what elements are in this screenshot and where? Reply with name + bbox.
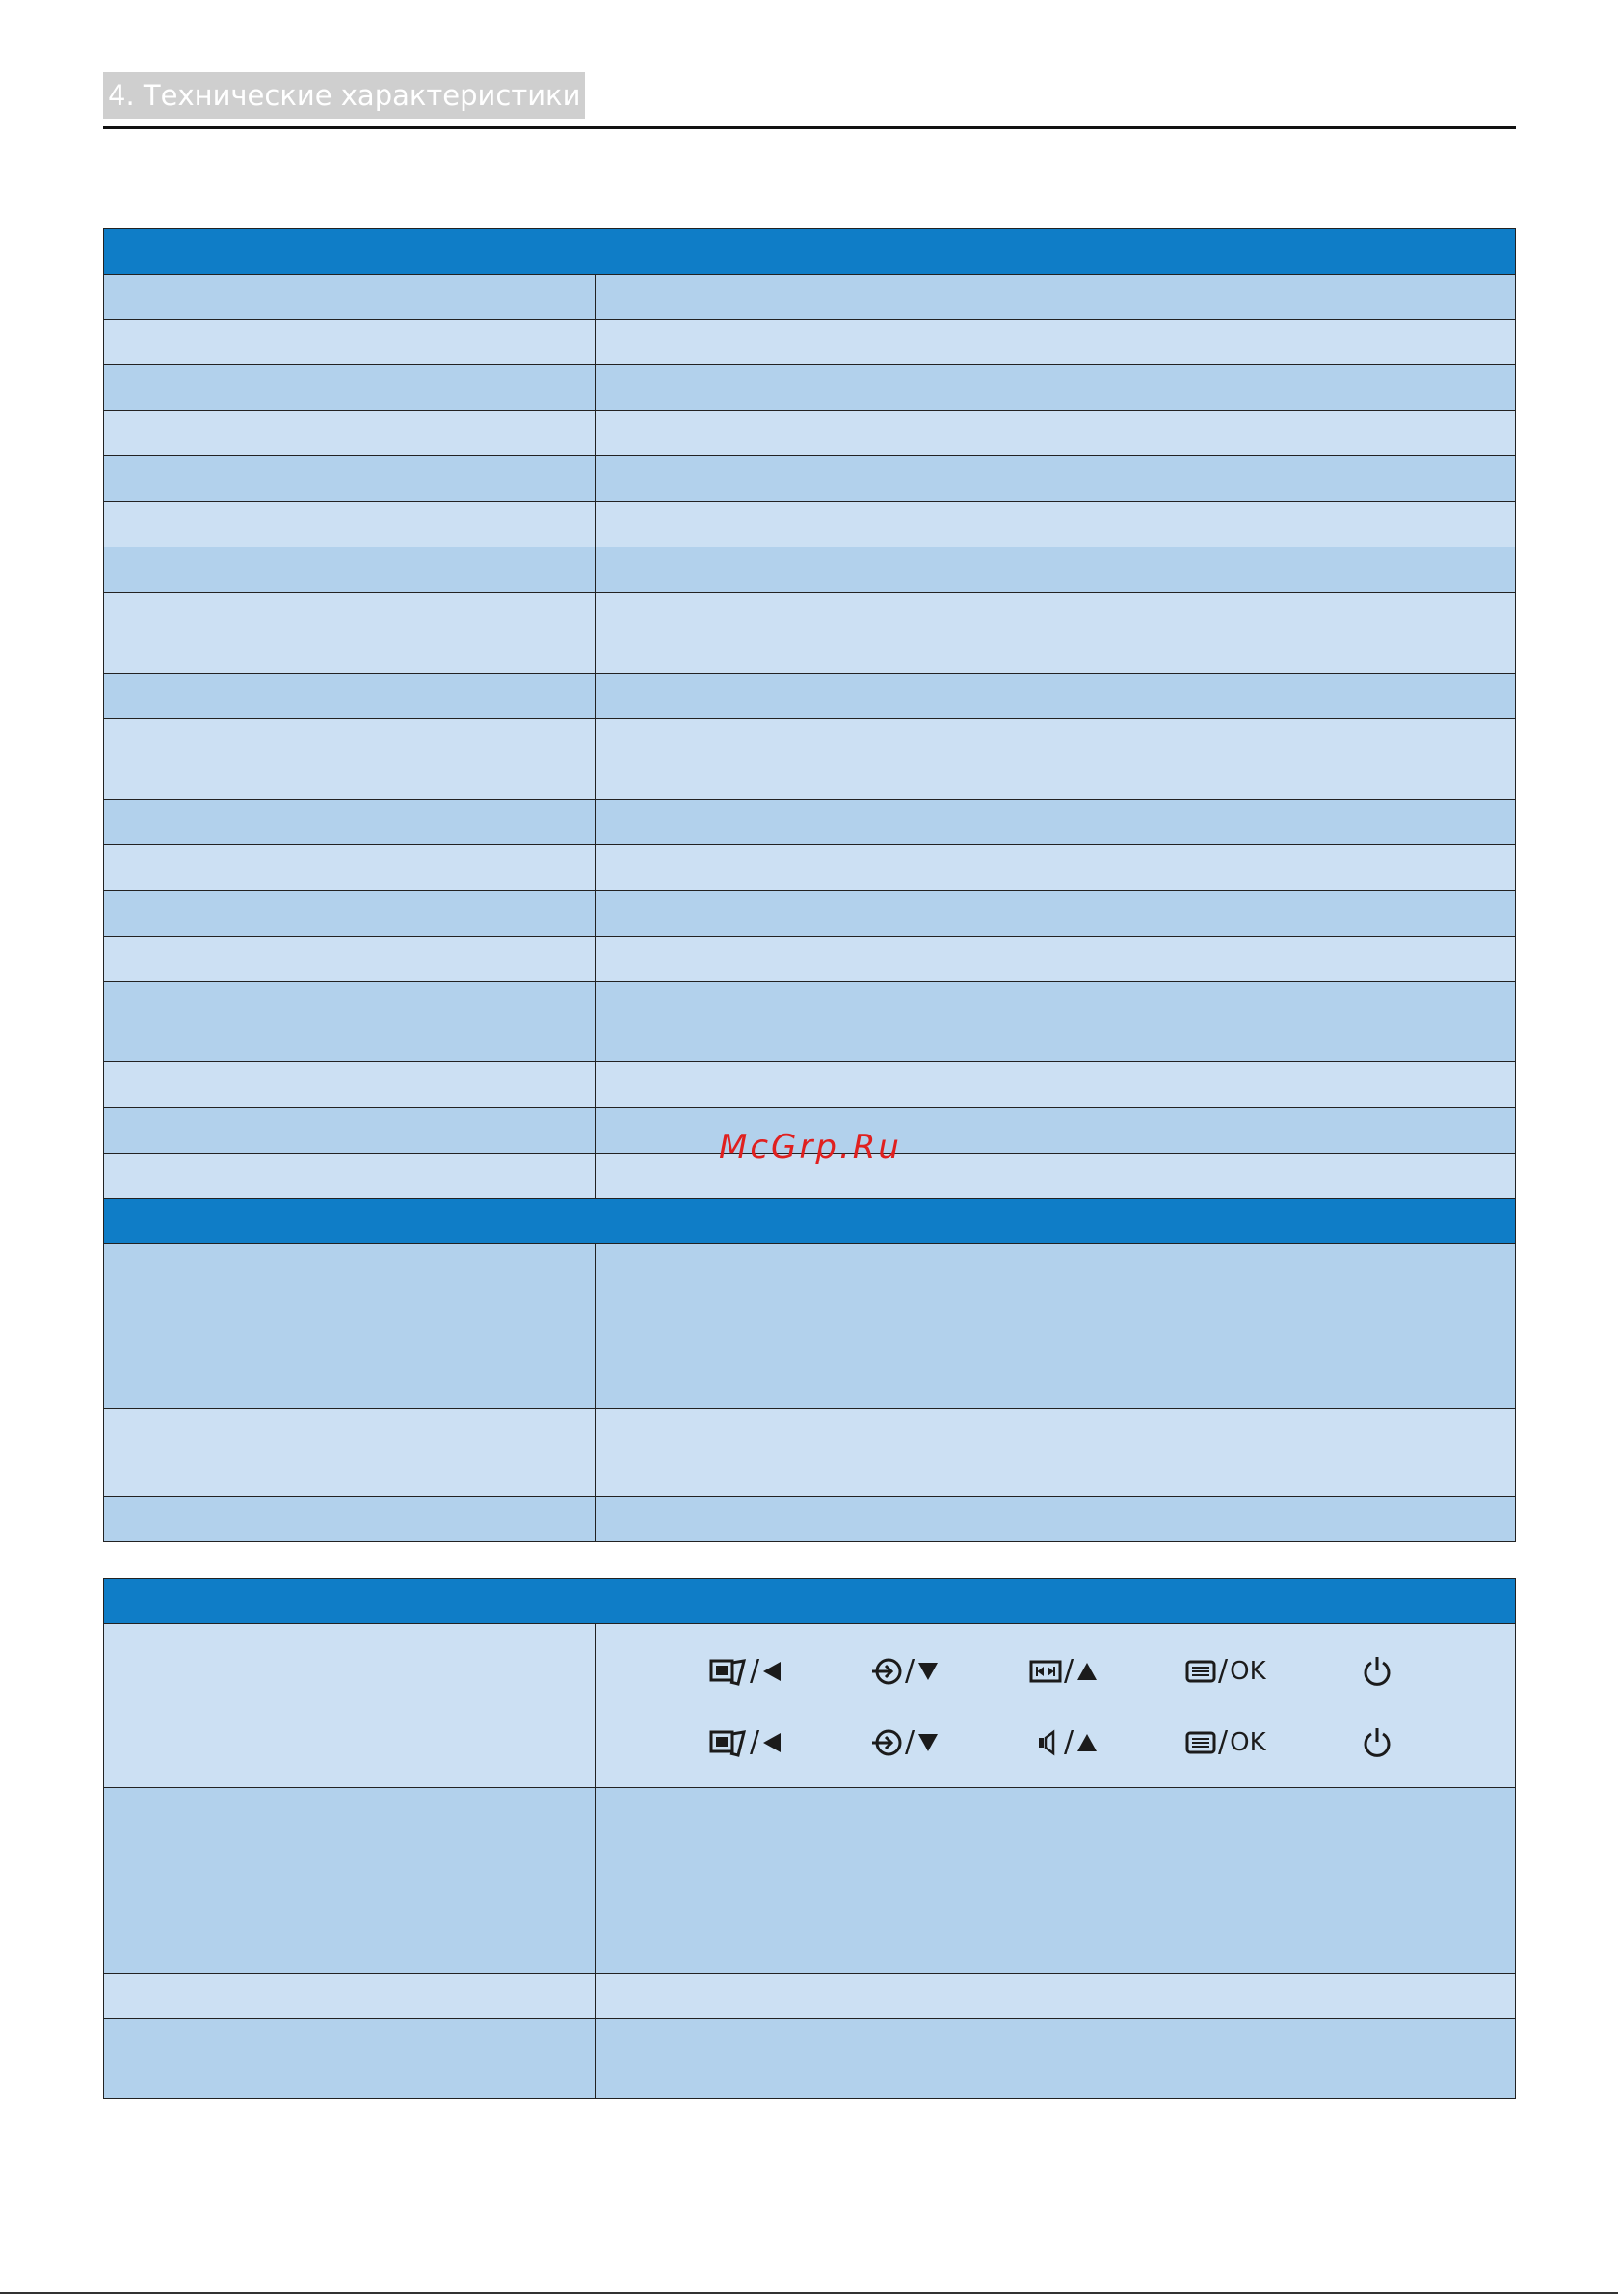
table-section-header <box>104 1579 1516 1624</box>
down-triangle-icon <box>916 1661 940 1682</box>
input-icon <box>870 1657 903 1686</box>
power-icon <box>1362 1726 1393 1759</box>
header-divider <box>103 126 1516 129</box>
table-row <box>104 275 1516 320</box>
table-row <box>104 1409 1516 1497</box>
table-row <box>104 411 1516 456</box>
down-triangle-icon <box>916 1732 940 1753</box>
table-row <box>104 2019 1516 2099</box>
input-down-control <box>870 1723 940 1762</box>
slash-separator: / <box>1064 1654 1074 1688</box>
spec-table-2 <box>103 1578 1516 2099</box>
controls-row-1 <box>596 1646 1515 1695</box>
table-row <box>104 674 1516 719</box>
menu-icon <box>1185 1730 1216 1755</box>
volume-up-control <box>1037 1723 1099 1762</box>
power-icon <box>1362 1655 1393 1688</box>
up-triangle-icon <box>1075 1732 1099 1753</box>
slash-separator: / <box>1218 1654 1229 1688</box>
table-row <box>104 1497 1516 1542</box>
left-triangle-icon <box>761 1660 782 1683</box>
menu-ok-control <box>1185 1723 1266 1762</box>
ok-label: OK <box>1230 1656 1266 1686</box>
table-row <box>104 502 1516 547</box>
table-row <box>104 1244 1516 1409</box>
table-row <box>104 1624 1516 1788</box>
table-row <box>104 320 1516 365</box>
aspect-up-control <box>1029 1652 1099 1691</box>
slash-separator: / <box>905 1725 915 1759</box>
menu-ok-control <box>1185 1652 1266 1691</box>
smartimage-icon <box>709 1728 748 1757</box>
table-row <box>104 456 1516 502</box>
table-row <box>104 800 1516 845</box>
aspect-ratio-icon <box>1029 1659 1062 1684</box>
table-section-header <box>104 1199 1516 1244</box>
table-row <box>104 982 1516 1062</box>
up-triangle-icon <box>1075 1661 1099 1682</box>
table-section-header <box>104 229 1516 275</box>
table-row <box>104 1788 1516 1974</box>
smartimage-left-control <box>709 1723 782 1762</box>
slash-separator: / <box>1218 1725 1229 1759</box>
smartimage-icon <box>709 1657 748 1686</box>
ok-label: OK <box>1230 1727 1266 1757</box>
menu-icon <box>1185 1659 1216 1684</box>
slash-separator: / <box>1064 1725 1074 1759</box>
input-icon <box>870 1728 903 1757</box>
section-title: 4. Технические характеристики <box>103 72 585 119</box>
table-row <box>104 365 1516 411</box>
spec-table-1 <box>103 228 1516 1542</box>
slash-separator: / <box>905 1654 915 1688</box>
table-row <box>104 937 1516 982</box>
speaker-icon <box>1037 1729 1062 1756</box>
power-control <box>1362 1652 1393 1691</box>
slash-separator: / <box>750 1725 760 1759</box>
left-triangle-icon <box>761 1731 782 1754</box>
input-down-control <box>870 1652 940 1691</box>
power-control <box>1362 1723 1393 1762</box>
table-row <box>104 547 1516 593</box>
table-row <box>104 593 1516 674</box>
controls-row-2 <box>596 1718 1515 1766</box>
table-row <box>104 845 1516 891</box>
slash-separator: / <box>750 1654 760 1688</box>
table-row <box>104 1062 1516 1108</box>
footer-divider <box>0 2292 1618 2294</box>
table-row <box>104 719 1516 800</box>
watermark-text: McGrp.Ru <box>719 1128 902 1166</box>
smartimage-left-control <box>709 1652 782 1691</box>
table-row <box>104 891 1516 937</box>
table-row <box>104 1974 1516 2019</box>
